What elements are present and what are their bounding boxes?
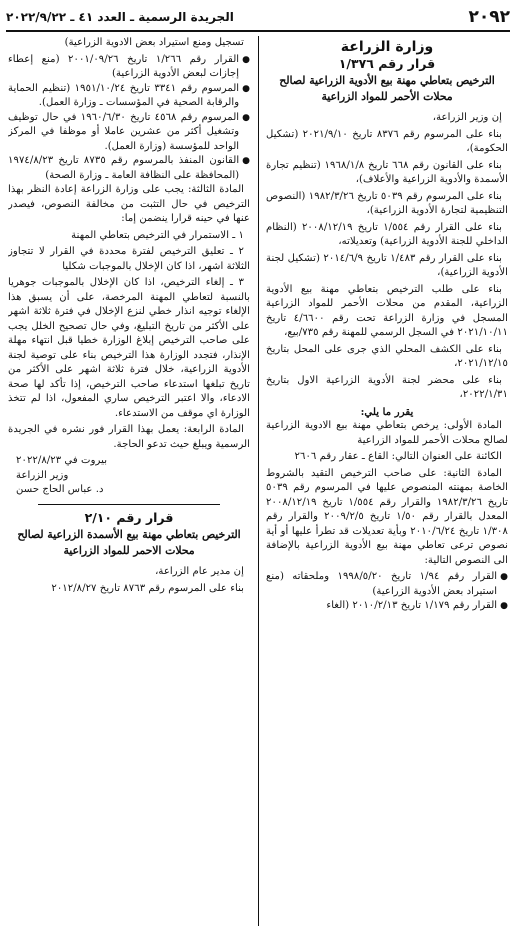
numbered-item: ١ ـ الاستمرار في الترخيص بتعاطي المهنة [71, 229, 244, 241]
address-line: الكائنة على العنوان التالي: القاع ـ عقار رقم ٢٦٠٦ [294, 451, 502, 462]
bullet-icon: ● [500, 601, 508, 611]
list-item: ● القرار رقم ١/١٧٩ تاريخ ٢٠١٠/٢/١٣ (الغاء [266, 599, 508, 614]
page-header [6, 4, 510, 32]
decision-2-intro: إن مدير عام الزراعة، [155, 566, 244, 577]
decision-title: قرار رقم ١/٣٧٦ [338, 55, 436, 71]
list-item: ● المرسوم رقم ٣٣٤١ تاريخ ١٩٥١/١٠/٢٤ (تنظيم الحماية والرقابة الصحية في المؤسسات ـ وزارة العمل). [8, 82, 250, 111]
article-3: المادة الثالثة: يجب على وزارة الزراعة إعادة النظر بهذا الترخيص في حال التثبت من مخالفة النصوص، فيصدر عنها في حينه قرارا ينضمن إما: [8, 184, 250, 224]
decision-2-subject: الترخيص بتعاطي مهنة بيع الأسمدة الزراعية لصالح محلات الاحمر للمواد الزراعية [17, 528, 241, 557]
list-item: ● المرسوم رقم ٤٥٦٨ تاريخ ١٩٦٠/٦/٣٠ في حال توظيف وتشغيل أكثر من عشرين عاملا أو موظفا في المركز الواحد للمؤسسة (وزارة العمل). [8, 111, 250, 155]
decision-2-title: قرار رقم ٢/١٠ [84, 509, 174, 525]
numbered-item: ٢ ـ تعليق الترخيص لفترة محددة في القرار لا تتجاوز الثلاثة اشهر، اذا كان الإخلال بالموجبات شكليا [8, 246, 250, 272]
left-column [8, 36, 250, 928]
decision-2-basis: بناء على المرسوم رقم ٨٧٦٣ تاريخ ٢٠١٢/٨/٢٧ [51, 582, 244, 594]
section-divider [38, 504, 220, 505]
bullet-icon: ● [242, 112, 250, 123]
gazette-title: الجريدة الرسمية ـ العدد ٤١ ـ ٢٠٢٢/٩/٢٢ [6, 10, 234, 24]
column-divider [258, 36, 259, 926]
list-item: ● القرار رقم ١/٢٦٦ تاريخ ٢٠٠١/٠٩/٢٦ (منع إعطاء إجازات لبعض الأدوية الزراعية) [8, 53, 250, 82]
article-1: المادة الأولى: يرخص بتعاطي مهنة بيع الادوية الزراعية لصالح محلات الأحمر للمواد الزراعية [266, 420, 508, 446]
page-number: ٢٠٩٢ [468, 7, 510, 27]
list-item: ● القانون المنفذ بالمرسوم رقم ٨٧٣٥ تاريخ ١٩٧٤/٨/٢٣ (المحافظة على النظافة العامة ـ وزارة الصحة) [8, 154, 250, 183]
preamble-para: بناء على القرار رقم ١/٤٨٣ تاريخ ٢٠١٤/٦/٩ (تشكيل لجنة الأدوية الزراعية)، [266, 252, 508, 278]
preamble-para: بناء على الكشف المحلي الذي جرى على المحل بتاريخ ٢٠٢١/١٢/١٥، [266, 343, 508, 369]
decides-line: يقرر ما يلي: [360, 405, 414, 418]
signature-title: وزير الزراعة [16, 469, 69, 481]
preamble-para: بناء على المرسوم رقم ٨٣٧٦ تاريخ ٢٠٢١/٩/١٠ (تشكيل الحكومة)، [266, 128, 508, 154]
preamble-para: بناء على القانون رقم ٦٦٨ تاريخ ١٩٦٨/١/٨ (تنظيم تجارة الأسمدة والأدوية الزراعية والأعلاف)، [266, 159, 508, 185]
bullet-icon: ● [242, 156, 250, 166]
decision-subject: الترخيص بتعاطي مهنة بيع الأدوية الزراعية لصالح محلات الأحمر للمواد الزراعية [279, 74, 495, 103]
bullet-icon: ● [242, 83, 250, 94]
article-4: المادة الرابعة: يعمل بهذا القرار فور نشره في الجريدة الرسمية ويبلغ حيث تدعو الحاجة. [8, 424, 250, 450]
numbered-item: ٣ ـ إلغاء الترخيص، اذا كان الإخلال بالموجبات جوهريا بالنسبة لتعاطي المهنة المرخصة، على أن يسبق هذا الإلغاء توجيه انذار خطي لنزع الإخلال في فترة ثلاثة اشهر على الأكثر من تاريخ التبليغ، وفي حال تصحيح الخلل يجب على صاحب الترخيص إبلاغ الوزارة خطيا قبل انتهاء مهلة الإنذار، فتجدد الوزارة هذا الترخيص بناء على توصية لجنة الأدوية الزراعية، خلال فترة ثلاثة اشهر على الأكثر من تاريخ تبلغها استدعاء صاحب الترخيص، إذا تأكد لها صحة الادعاء، والا اعتبر الترخيص ساري المفعول، اذا لم تتخذ الوزارة اي موقف من الاستدعاء. [8, 277, 250, 419]
preamble-para: بناء على محضر لجنة الأدوية الزراعية الاول بتاريخ ٢٠٢٢/١/٣١، [266, 374, 508, 400]
right-column [266, 36, 508, 928]
signature-name: د. عباس الحاج حسن [16, 484, 104, 495]
bullet-icon: ● [500, 572, 508, 582]
list-item: ● القرار رقم ١/٩٤ تاريخ ١٩٩٨/٥/٢٠ وملحقاته (منع استيراد بعض الأدوية الزراعية) [266, 570, 508, 599]
bullet-icon: ● [242, 54, 250, 65]
preamble-para: بناء على طلب الترخيص بتعاطي مهنة بيع الأدوية الزراعية، المقدم من محلات الأحمر للمواد الزراعية المسجل في وزارة الزراعة تحت رقم ٤/٦٦٠٠ تاريخ ٢٠٢١/١٠/١١ في السجل الرسمي للمهنة رقم ٧٣٥/بيع، [266, 283, 508, 338]
preamble-para: بناء على القرار رقم ١/٥٥٤ تاريخ ٢٠٠٨/١٢/١٩ (النظام الداخلي للجنة الأدوية الزراعية) وتعديلاته، [266, 221, 508, 247]
continued-text: تسجيل ومنع استيراد بعض الادوية الزراعية) [64, 37, 244, 48]
preamble-para: إن وزير الزراعة، [432, 112, 502, 123]
article-2: المادة الثانية: على صاحب الترخيص التقيد بالشروط الخاصة بمهنته المنصوص عليها في المرسوم رقم ٥٠٣٩ تاريخ ١٩٨٢/٣/٢٦ والقرار رقم ١/٥٥٤ تاريخ ٢٠٠٨/١٢/١٩ المعدل بالقرار رقم ١/٥٠ تاريخ ٢٠٠٩/٢/٥ والقرار رقم ١/٣٠٨ تاريخ ٢٠١٠/٦/٢٤ وبأية تعديلات قد تطرأ عليها أو أية نصوص ترعى تعاطي مهنة بيع الأدوية الزراعية بالإضافة الى النصوص التالية: [266, 467, 508, 566]
preamble-para: بناء على المرسوم رقم ٥٠٣٩ تاريخ ١٩٨٢/٣/٢٦ (النصوص التنظيمية لتجارة الأدوية الزراعية)، [266, 190, 508, 216]
place-date: بيروت في ٢٠٢٢/٨/٢٣ [16, 455, 108, 466]
ministry-heading: وزارة الزراعة [340, 39, 434, 55]
